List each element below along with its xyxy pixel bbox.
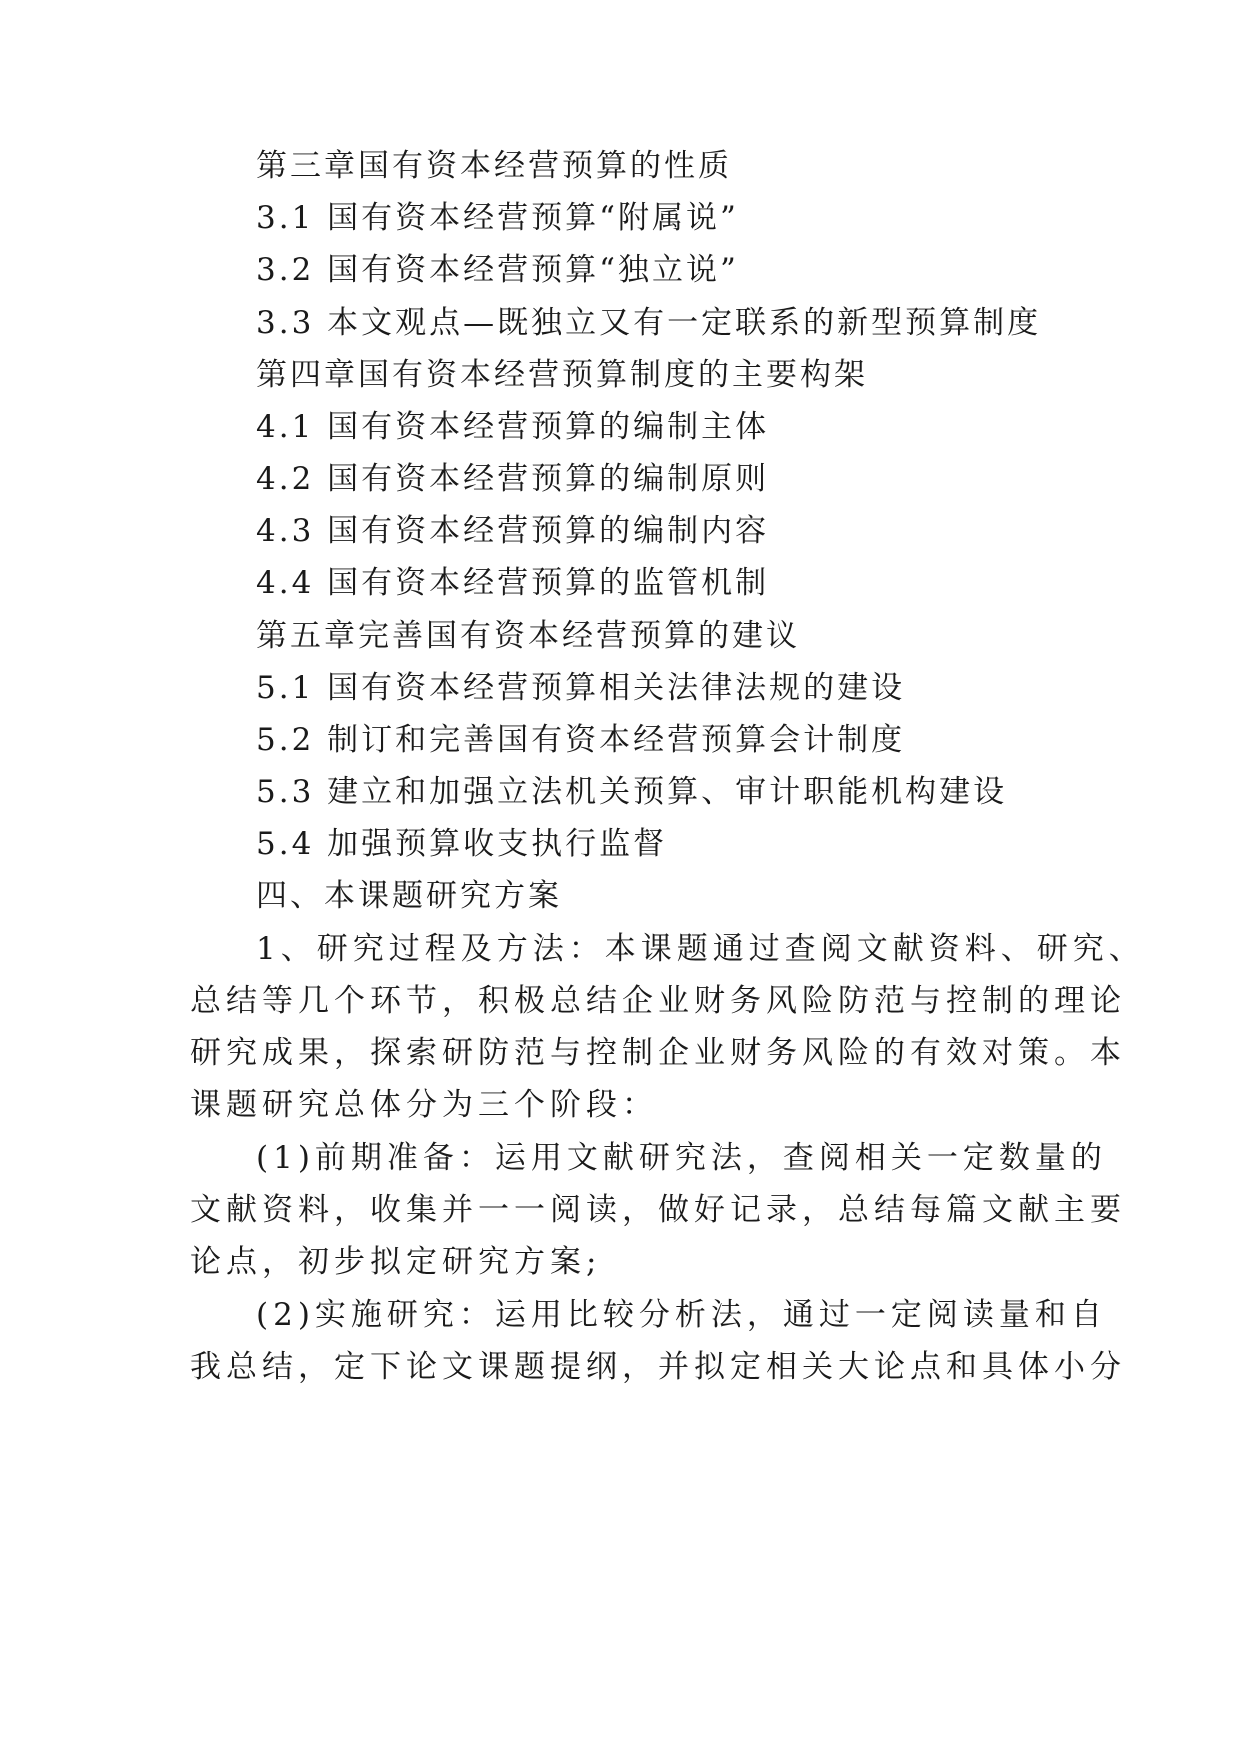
- paragraph-line: (2)实施研究：运用比较分析法，通过一定阅读量和自: [256, 1297, 1107, 1333]
- toc-item-4-2: 4.2 国有资本经营预算的编制原则: [256, 461, 770, 497]
- paragraph-line: (1)前期准备：运用文献研究法，查阅相关一定数量的: [256, 1140, 1107, 1176]
- toc-chapter-5: 第五章完善国有资本经营预算的建议: [256, 618, 800, 654]
- toc-item-4-1: 4.1 国有资本经营预算的编制主体: [256, 409, 770, 445]
- toc-item-5-3: 5.3 建立和加强立法机关预算、审计职能机构建设: [256, 774, 1008, 810]
- toc-item-5-2: 5.2 制订和完善国有资本经营预算会计制度: [256, 722, 906, 758]
- paragraph-line: 课题研究总体分为三个阶段：: [190, 1087, 658, 1123]
- paragraph-line: 1、研究过程及方法：本课题通过查阅文献资料、研究、: [256, 931, 1145, 967]
- toc-item-4-3: 4.3 国有资本经营预算的编制内容: [256, 513, 770, 549]
- toc-item-4-4: 4.4 国有资本经营预算的监管机制: [256, 565, 770, 601]
- paragraph-line: 我总结，定下论文课题提纲，并拟定相关大论点和具体小分: [190, 1349, 1126, 1385]
- paragraph-line: 论点，初步拟定研究方案;: [190, 1244, 602, 1280]
- toc-item-3-2: 3.2 国有资本经营预算“独立说”: [256, 252, 739, 288]
- toc-item-3-3: 3.3 本文观点—既独立又有一定联系的新型预算制度: [256, 305, 1042, 341]
- toc-item-5-4: 5.4 加强预算收支执行监督: [256, 826, 668, 862]
- toc-chapter-3: 第三章国有资本经营预算的性质: [256, 148, 732, 184]
- toc-item-5-1: 5.1 国有资本经营预算相关法律法规的建设: [256, 670, 906, 706]
- section-heading-research-plan: 四、本课题研究方案: [256, 878, 562, 914]
- paragraph-line: 文献资料，收集并一一阅读，做好记录，总结每篇文献主要: [190, 1192, 1126, 1228]
- paragraph-line: 总结等几个环节，积极总结企业财务风险防范与控制的理论: [190, 983, 1126, 1019]
- paragraph-line: 研究成果，探索研防范与控制企业财务风险的有效对策。本: [190, 1035, 1126, 1071]
- toc-item-3-1: 3.1 国有资本经营预算“附属说”: [256, 200, 739, 236]
- toc-chapter-4: 第四章国有资本经营预算制度的主要构架: [256, 357, 868, 393]
